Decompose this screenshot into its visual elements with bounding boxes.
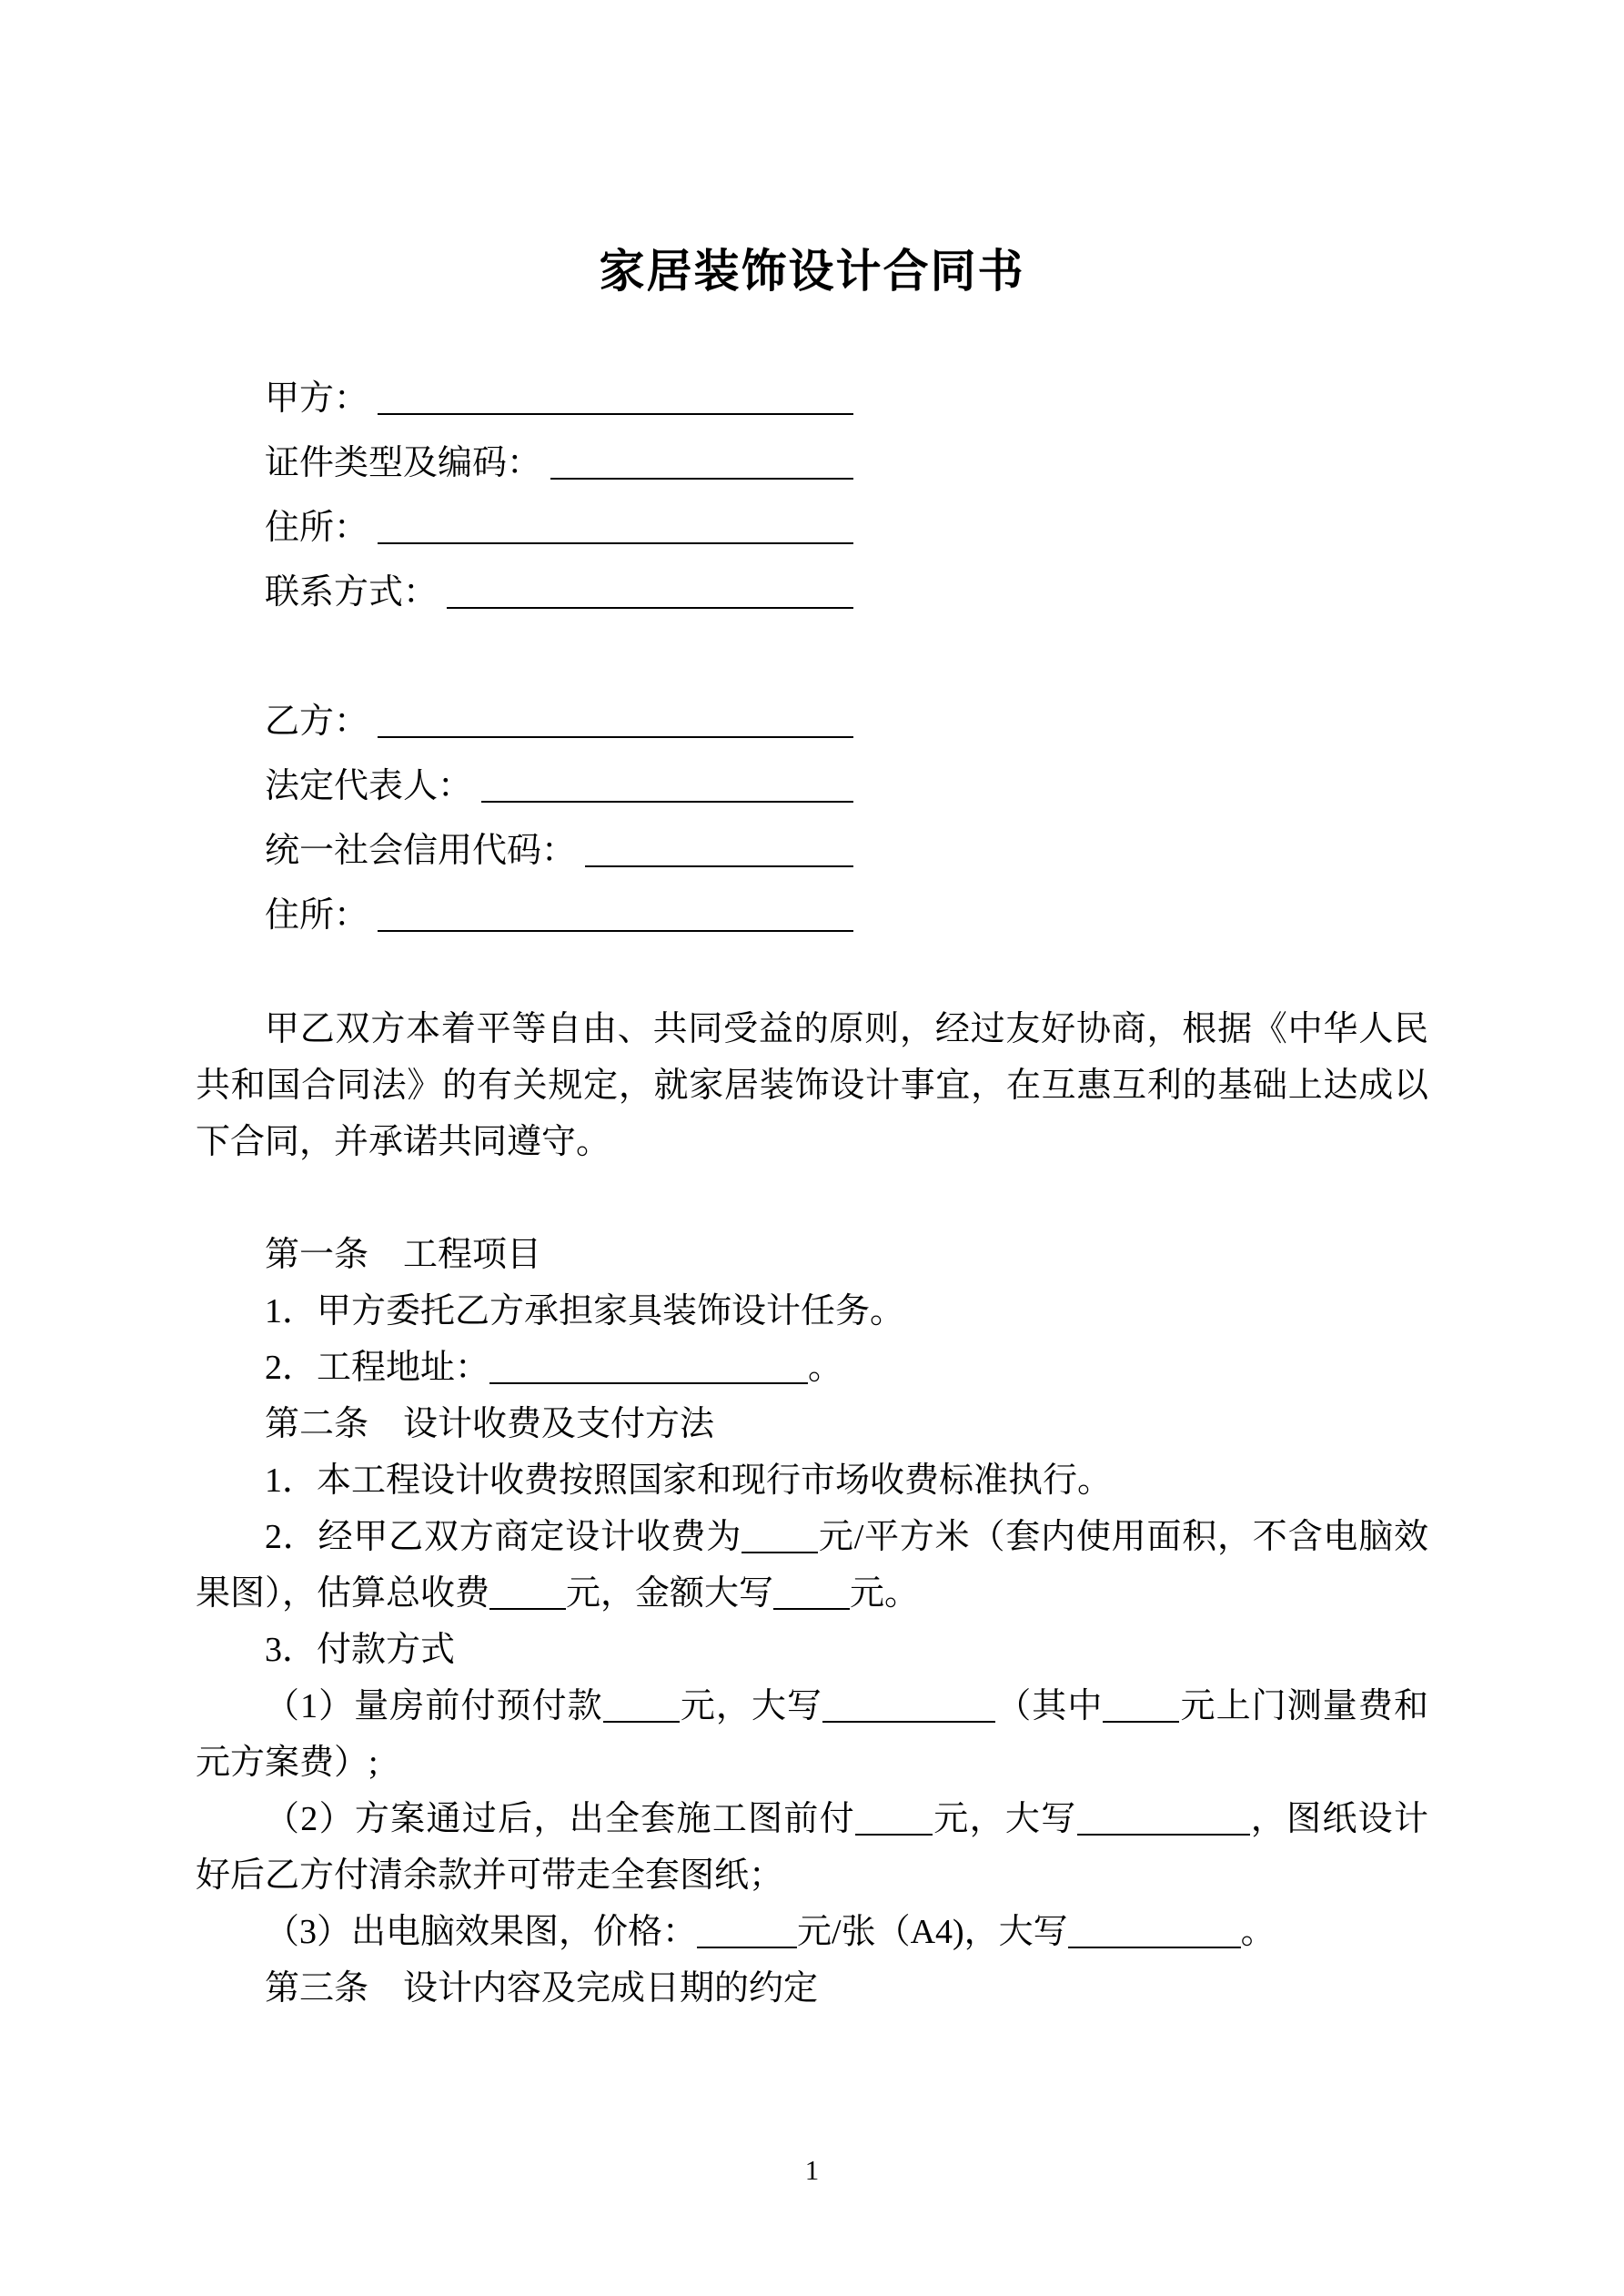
clause1-item1: 1．甲方委托乙方承担家具装饰设计任务。 — [265, 1292, 905, 1330]
payment1-seg4: 元上门测量费和元方案费）; — [196, 1687, 1428, 1782]
clause1-item2 — [196, 1340, 1428, 1396]
party-b-section — [196, 690, 1428, 948]
payment3-seg2: 元/张（A4)，大写 — [797, 1913, 1068, 1951]
payment1-seg3: （其中 — [995, 1687, 1104, 1725]
clauses-section — [196, 1227, 1428, 2017]
clause2-item3: 3．付款方式 — [265, 1631, 456, 1669]
document-title: 家居装饰设计合同书 — [599, 246, 1025, 297]
party-b-representative-row — [196, 754, 1428, 819]
party-b-address-row — [196, 884, 1428, 948]
party-b-name-blank — [378, 707, 853, 738]
party-b-name-row — [196, 690, 1428, 754]
measure-fee-blank — [1103, 1695, 1179, 1723]
total-fee-blank — [489, 1583, 566, 1610]
payment2-seg3: ，图纸设计好后乙方付清余款并可带走全套图纸； — [196, 1800, 1428, 1895]
payment3-seg3: 。 — [1240, 1913, 1276, 1951]
party-a-name-label: 甲方： — [265, 379, 369, 418]
preamble-paragraph: 甲乙双方本着平等自由、共同受益的原则，经过友好协商，根据《中华人民共和国合同法》的有关规定，就家居装饰设计事宜，在互惠互利的基础上达成以下合同，并承诺共同遵守。 — [196, 1010, 1428, 1161]
clause2-heading: 第二条 设计收费及支付方法 — [265, 1405, 715, 1443]
fee-per-sqm-blank — [741, 1526, 818, 1553]
party-a-section — [196, 367, 1428, 625]
clause1-item2-post: 。 — [808, 1349, 843, 1387]
party-a-name-row — [196, 367, 1428, 431]
party-a-address-label: 住所： — [265, 509, 369, 547]
clause3-heading: 第三条 设计内容及完成日期的约定 — [265, 1969, 819, 2008]
party-b-representative-blank — [481, 772, 853, 803]
clause2-payment1 — [196, 1678, 1428, 1791]
party-b-address-label: 住所： — [265, 896, 369, 935]
payment3-seg1: （3）出电脑效果图，价格： — [265, 1913, 698, 1951]
payment2-seg1: （2）方案通过后，出全套施工图前付 — [265, 1800, 856, 1838]
party-b-name-label: 乙方： — [265, 703, 369, 741]
party-b-credit-code-blank — [585, 836, 853, 867]
party-b-address-blank — [378, 901, 853, 932]
clause2-item2-seg2: 元/平方米（套内使用面积，不含电脑效果图），估算总收费 — [196, 1518, 1428, 1613]
clause2-payment3 — [196, 1904, 1428, 1960]
party-a-address-blank — [378, 513, 853, 544]
party-a-id-row — [196, 431, 1428, 496]
clause1-heading: 第一条 工程项目 — [265, 1236, 542, 1274]
party-a-contact-row — [196, 561, 1428, 625]
prepayment-capital-blank — [822, 1695, 995, 1723]
drawing-fee-blank — [855, 1808, 933, 1836]
total-fee-capital-blank — [773, 1583, 850, 1610]
prepayment-amount-blank — [603, 1695, 680, 1723]
clause1-item2-pre: 2．工程地址： — [265, 1349, 490, 1387]
payment1-seg1: （1）量房前付预付款 — [265, 1687, 603, 1725]
party-a-name-blank — [378, 384, 853, 415]
render-price-blank — [697, 1921, 797, 1948]
clause2-item2-seg1: 2．经甲乙双方商定设计收费为 — [265, 1518, 742, 1556]
page-number: 1 — [804, 2154, 820, 2186]
drawing-fee-capital-blank — [1077, 1808, 1250, 1836]
payment2-seg2: 元，大写 — [933, 1800, 1077, 1838]
clause2-item1: 1．本工程设计收费按照国家和现行市场收费标准执行。 — [265, 1462, 1113, 1500]
party-a-id-blank — [550, 449, 853, 480]
party-a-id-label: 证件类型及编码： — [265, 444, 542, 482]
party-a-address-row — [196, 496, 1428, 561]
payment1-seg2: 元，大写 — [679, 1687, 823, 1725]
party-a-contact-blank — [447, 578, 853, 609]
render-price-capital-blank — [1068, 1921, 1241, 1948]
clause2-item2 — [196, 1509, 1428, 1622]
party-b-credit-code-label: 统一社会信用代码： — [265, 832, 577, 870]
project-address-blank — [489, 1357, 808, 1384]
party-b-credit-code-row — [196, 819, 1428, 884]
clause2-item2-seg4: 元。 — [850, 1574, 920, 1613]
party-a-contact-label: 联系方式： — [265, 573, 439, 612]
party-b-representative-label: 法定代表人： — [265, 767, 473, 805]
clause2-payment2 — [196, 1791, 1428, 1904]
clause2-item2-seg3: 元，金额大写 — [566, 1574, 774, 1613]
